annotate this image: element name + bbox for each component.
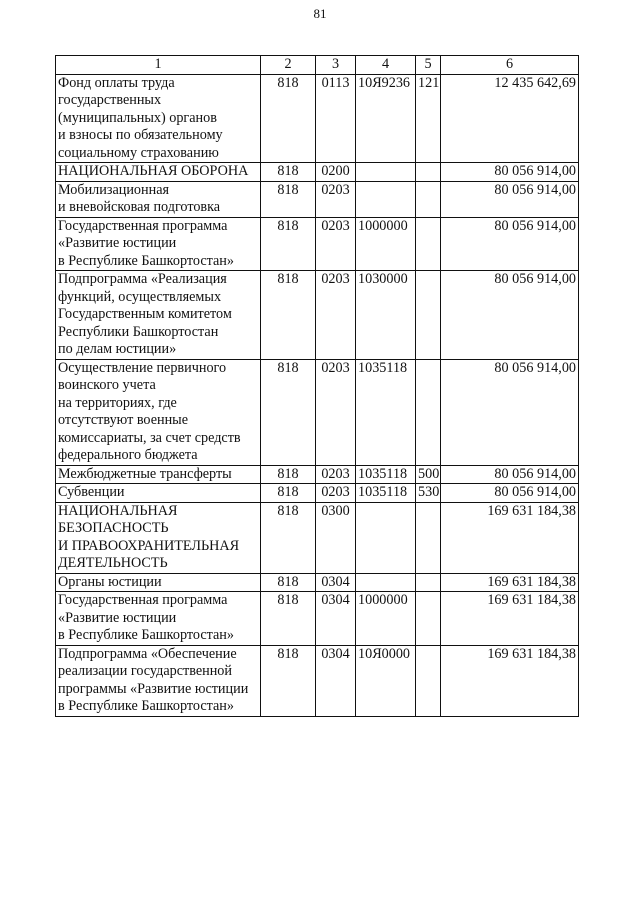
row-amount-cell: 169 631 184,38: [441, 592, 579, 646]
row-ministry-cell: 818: [261, 465, 316, 484]
row-ministry-cell: 818: [261, 484, 316, 503]
column-header-name: 1: [56, 56, 261, 75]
row-name-cell: Межбюджетные трансферты: [56, 465, 261, 484]
row-amount-cell: 80 056 914,00: [441, 217, 579, 271]
row-section-cell: 0113: [316, 74, 356, 163]
row-name-cell: Подпрограмма «Обеспечение реализации государственной программы «Развитие юстиции в Республике Башкортостан»: [56, 645, 261, 716]
row-section-cell: 0203: [316, 359, 356, 465]
row-name-cell: Мобилизационная и вневойсковая подготовка: [56, 181, 261, 217]
page-number: 81: [313, 6, 327, 21]
row-ministry-cell: 818: [261, 573, 316, 592]
row-type-cell: [416, 573, 441, 592]
row-name-cell: Фонд оплаты труда государственных (муниципальных) органов и взносы по обязательному социальному страхованию: [56, 74, 261, 163]
row-target-cell: 1030000: [356, 271, 416, 360]
table-row: [56, 592, 579, 646]
row-section-cell: 0300: [316, 502, 356, 573]
row-amount-cell: 12 435 642,69: [441, 74, 579, 163]
row-ministry-cell: 818: [261, 74, 316, 163]
row-amount-cell: 80 056 914,00: [441, 359, 579, 465]
table-row: [56, 484, 579, 503]
row-ministry-cell: 818: [261, 645, 316, 716]
row-type-cell: [416, 502, 441, 573]
row-target-cell: [356, 502, 416, 573]
row-amount-cell: 169 631 184,38: [441, 502, 579, 573]
row-section-cell: 0203: [316, 181, 356, 217]
row-amount-cell: 80 056 914,00: [441, 465, 579, 484]
row-type-cell: [416, 163, 441, 182]
table-body: [56, 74, 579, 716]
row-name-cell: Органы юстиции: [56, 573, 261, 592]
row-section-cell: 0203: [316, 484, 356, 503]
row-ministry-cell: 818: [261, 181, 316, 217]
table-row: [56, 359, 579, 465]
row-name-cell: Государственная программа «Развитие юстиции в Республике Башкортостан»: [56, 217, 261, 271]
table-row: [56, 163, 579, 182]
row-name-cell: НАЦИОНАЛЬНАЯ ОБОРОНА: [56, 163, 261, 182]
row-name-cell: Осуществление первичного воинского учета на территориях, где отсутствуют военные комиссариаты, за счет средств федерального бюджета: [56, 359, 261, 465]
row-section-cell: 0203: [316, 217, 356, 271]
column-header-target: 4: [356, 56, 416, 75]
row-section-cell: 0203: [316, 271, 356, 360]
row-amount-cell: 80 056 914,00: [441, 163, 579, 182]
table-row: [56, 181, 579, 217]
row-target-cell: 10Я0000: [356, 645, 416, 716]
table-row: [56, 74, 579, 163]
row-name-cell: Субвенции: [56, 484, 261, 503]
row-amount-cell: 169 631 184,38: [441, 645, 579, 716]
row-amount-cell: 80 056 914,00: [441, 181, 579, 217]
row-amount-cell: 80 056 914,00: [441, 484, 579, 503]
row-target-cell: [356, 181, 416, 217]
column-header-type: 5: [416, 56, 441, 75]
row-ministry-cell: 818: [261, 217, 316, 271]
row-name-cell: Государственная программа «Развитие юстиции в Республике Башкортостан»: [56, 592, 261, 646]
row-type-cell: [416, 217, 441, 271]
row-type-cell: [416, 271, 441, 360]
table-row: [56, 573, 579, 592]
row-name-cell: Подпрограмма «Реализация функций, осуществляемых Государственным комитетом Республики Башкортостан по делам юстиции»: [56, 271, 261, 360]
row-ministry-cell: 818: [261, 592, 316, 646]
table-row: [56, 271, 579, 360]
row-type-cell: [416, 645, 441, 716]
table-row: [56, 645, 579, 716]
row-type-cell: [416, 359, 441, 465]
row-section-cell: 0203: [316, 465, 356, 484]
row-type-cell: [416, 592, 441, 646]
row-type-cell: 530: [416, 484, 441, 503]
budget-table: [55, 55, 579, 717]
column-header-section: 3: [316, 56, 356, 75]
row-type-cell: 121: [416, 74, 441, 163]
row-target-cell: 1035118: [356, 359, 416, 465]
row-target-cell: 1035118: [356, 465, 416, 484]
row-name-cell: НАЦИОНАЛЬНАЯ БЕЗОПАСНОСТЬ И ПРАВООХРАНИТЕЛЬНАЯ ДЕЯТЕЛЬНОСТЬ: [56, 502, 261, 573]
row-amount-cell: 80 056 914,00: [441, 271, 579, 360]
header-row: [56, 56, 579, 75]
row-section-cell: 0304: [316, 645, 356, 716]
row-section-cell: 0304: [316, 592, 356, 646]
row-target-cell: 1000000: [356, 592, 416, 646]
table-row: [56, 217, 579, 271]
row-target-cell: [356, 573, 416, 592]
row-target-cell: 1035118: [356, 484, 416, 503]
column-header-amount: 6: [441, 56, 579, 75]
row-ministry-cell: 818: [261, 163, 316, 182]
row-ministry-cell: 818: [261, 502, 316, 573]
table-row: [56, 465, 579, 484]
row-ministry-cell: 818: [261, 271, 316, 360]
row-target-cell: [356, 163, 416, 182]
column-header-ministry: 2: [261, 56, 316, 75]
row-ministry-cell: 818: [261, 359, 316, 465]
row-target-cell: 10Я9236: [356, 74, 416, 163]
row-amount-cell: 169 631 184,38: [441, 573, 579, 592]
row-section-cell: 0304: [316, 573, 356, 592]
row-target-cell: 1000000: [356, 217, 416, 271]
table-row: [56, 502, 579, 573]
row-type-cell: [416, 181, 441, 217]
row-type-cell: 500: [416, 465, 441, 484]
row-section-cell: 0200: [316, 163, 356, 182]
